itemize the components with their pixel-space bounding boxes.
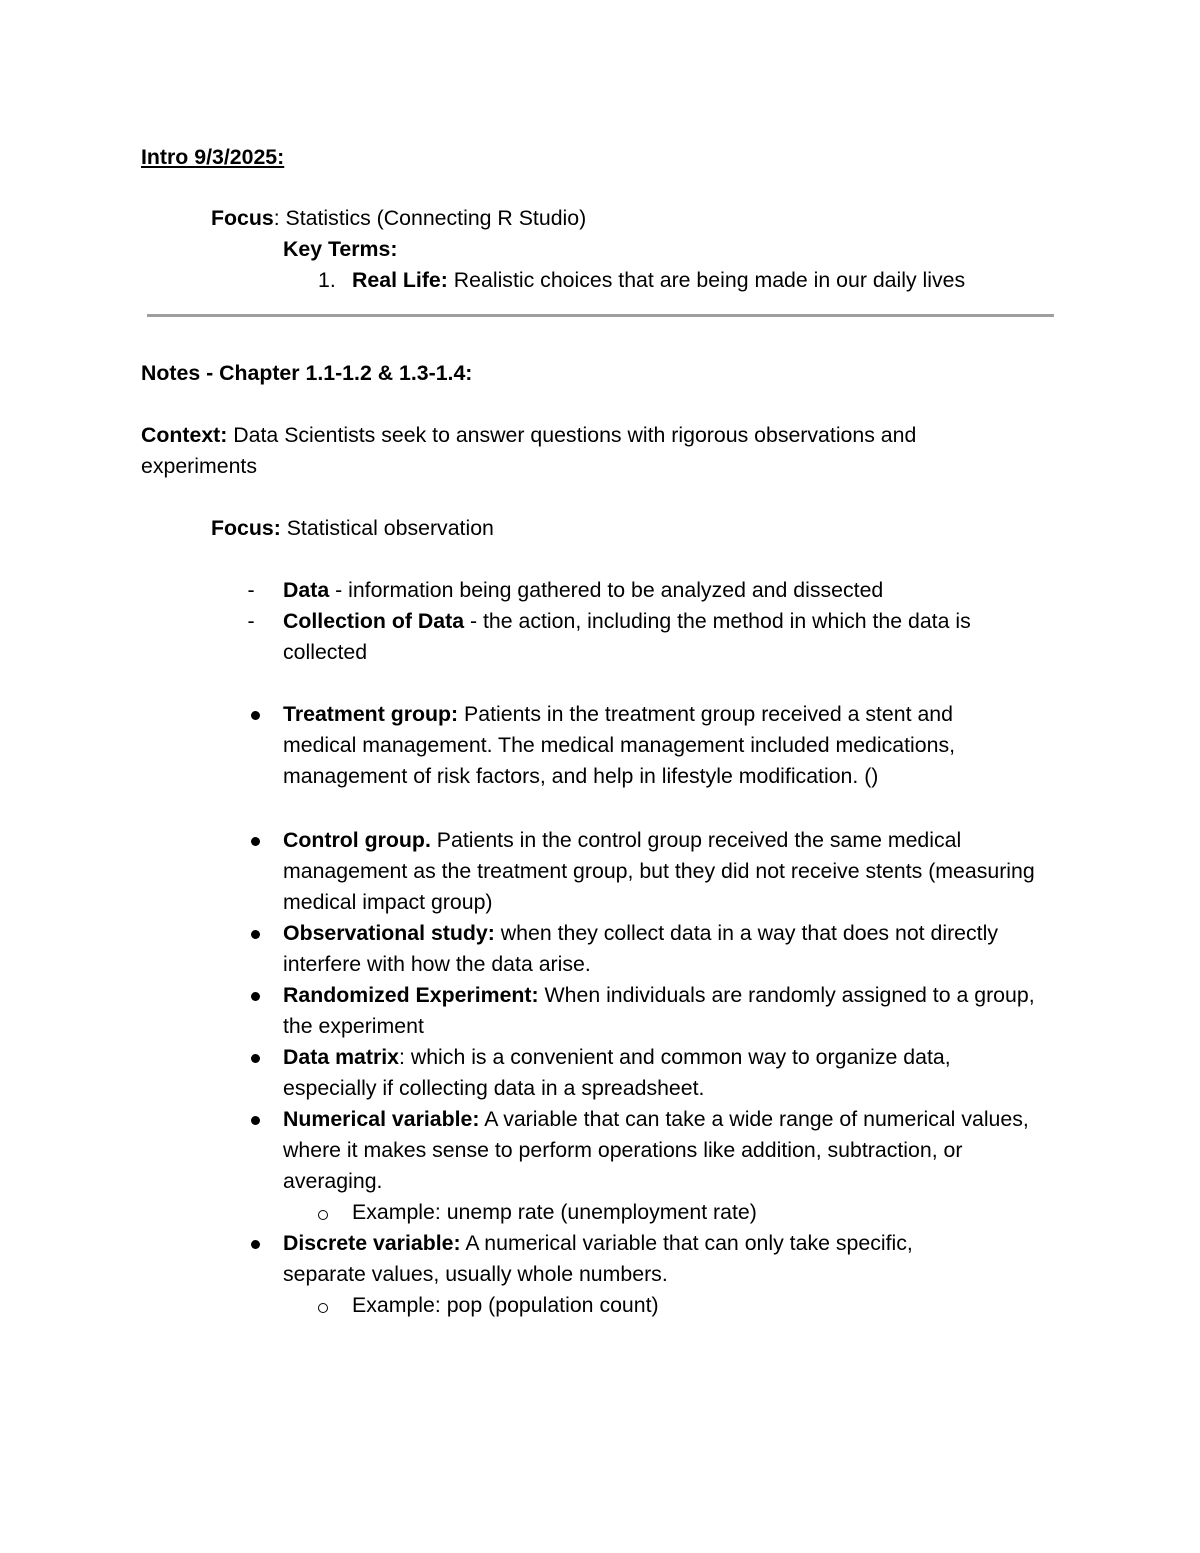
list-item-discrete-variable [283,1228,998,1290]
term-definition: Patients in the control group received the same medical management as the treatment group, but they did not receive stents (measuring medical impact group) [283,828,1035,914]
list-item-data-matrix [283,1042,1038,1104]
term-label: Control group. [283,828,431,852]
bullet-dot-icon [251,1054,260,1063]
term-definition: A variable that can take a wide range of numerical values, where it makes sense to perform operations like addition, subtraction, or averaging. [283,1107,1029,1193]
intro-focus-line [211,203,586,234]
dash-marker: - [247,578,255,602]
notes-title: Notes - Chapter 1.1-1.2 & 1.3-1.4: [141,361,473,385]
notes-focus-line [211,513,494,544]
term-definition: when they collect data in a way that does not directly interfere with how the data arise. [283,921,998,976]
key-term-definition: Realistic choices that are being made in our daily lives [447,268,966,292]
term-label: Data [283,578,330,602]
dash-marker: - [247,609,255,633]
context-line [141,420,916,451]
term-definition: - information being gathered to be analyzed and dissected [329,578,884,602]
context-text-continued: experiments [141,454,257,478]
sub-item-example: Example: pop (population count) [352,1293,659,1317]
notes-focus-label: Focus: [211,516,281,540]
term-definition: When individuals are randomly assigned to a group, the experiment [283,983,1035,1038]
list-item-data [283,575,1053,606]
bullet-dot-icon [251,711,260,720]
term-label: Data matrix [283,1045,399,1069]
list-item-numerical-variable [283,1104,1038,1197]
term-definition: : which is a convenient and common way to organize data, especially if collecting data in a spreadsheet. [283,1045,951,1100]
notes-focus-text: Statistical observation [280,516,494,540]
term-label: Treatment group: [283,702,459,726]
context-text: Data Scientists seek to answer questions with rigorous observations and [227,423,917,447]
list-item-control-group [283,825,1038,918]
term-label: Collection of Data [283,609,465,633]
term-definition: Patients in the treatment group received a stent and medical management. The medical management included medications, management of risk factors, and help in lifestyle modification. () [283,702,956,788]
term-definition: - the action, including the method in which the data is collected [283,609,971,664]
horizontal-divider [147,314,1054,317]
intro-title: Intro 9/3/2025: [141,145,285,169]
term-definition: A numerical variable that can only take specific, separate values, usually whole numbers. [283,1231,913,1286]
list-item-treatment-group [283,699,1028,792]
context-label: Context: [141,423,228,447]
list-item-observational-study [283,918,998,980]
hollow-bullet-icon [318,1210,328,1220]
term-label: Numerical variable: [283,1107,480,1131]
hollow-bullet-icon [318,1303,328,1313]
bullet-dot-icon [251,837,260,846]
bullet-dot-icon [251,1240,260,1249]
term-label: Observational study: [283,921,495,945]
list-item-collection-of-data [283,606,1043,668]
key-term-number: 1. [318,268,336,292]
intro-focus-text: : Statistics (Connecting R Studio) [273,206,587,230]
key-term-label: Real Life: [352,268,448,292]
sub-item-example: Example: unemp rate (unemployment rate) [352,1200,757,1224]
intro-focus-label: Focus [211,206,274,230]
key-terms-label: Key Terms: [283,237,398,261]
bullet-dot-icon [251,992,260,1001]
list-item-randomized-experiment [283,980,1048,1042]
bullet-dot-icon [251,1116,260,1125]
key-term-item [352,265,965,296]
bullet-dot-icon [251,930,260,939]
term-label: Randomized Experiment: [283,983,539,1007]
term-label: Discrete variable: [283,1231,461,1255]
